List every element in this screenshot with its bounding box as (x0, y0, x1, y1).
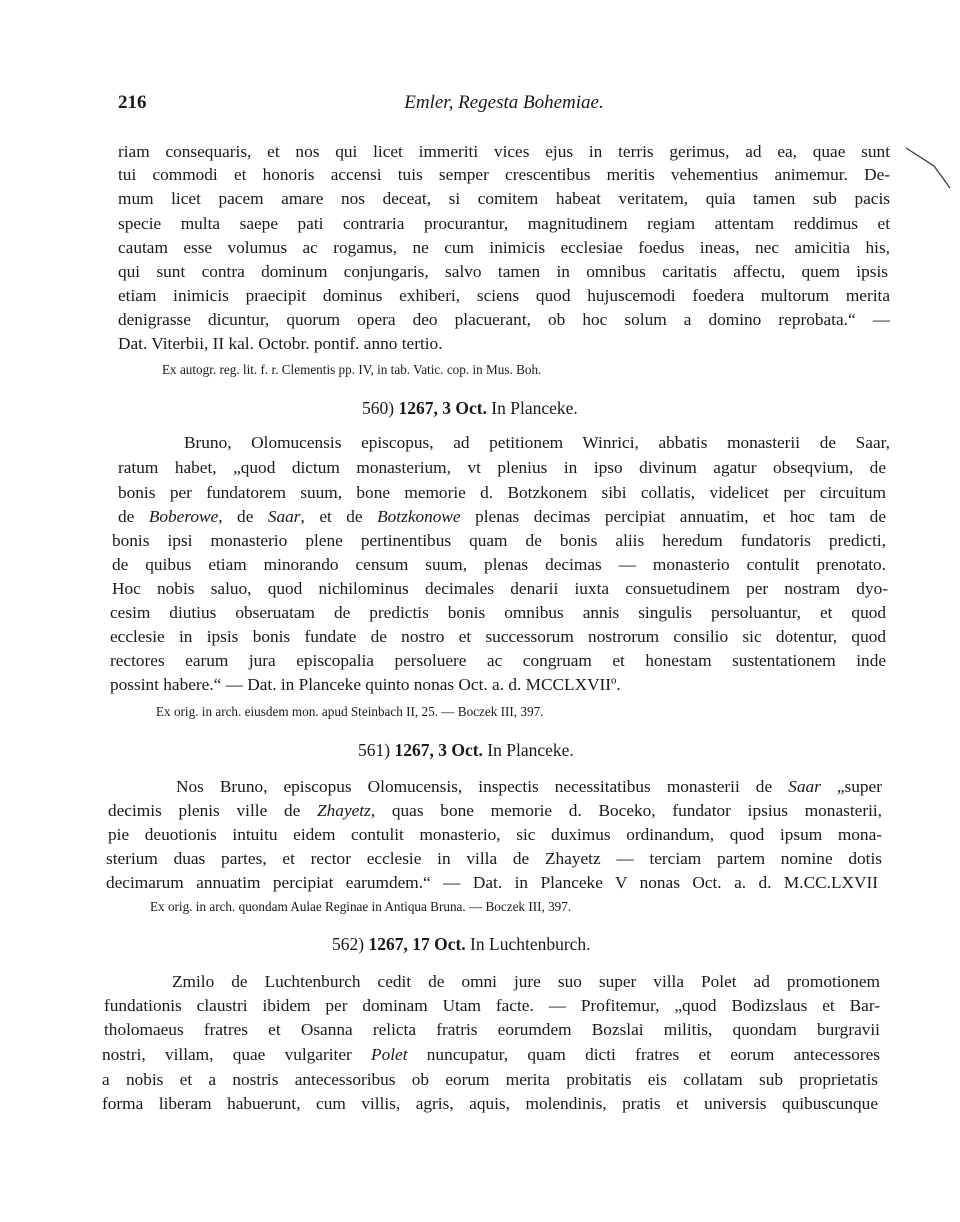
entry-place: In Luchtenburch. (470, 934, 591, 954)
text-line: bonis ipsi monasterio plene pertinentibus quam de bonis aliis heredum fundatoris predicti, (112, 531, 886, 550)
text-line: forma liberam habuerunt, cum villis, agris, aquis, molendinis, pratis et universis quibuscunque (102, 1094, 878, 1113)
entry-month: Oct. (434, 934, 466, 954)
text-line: de quibus etiam minorando censum suum, plenas decimas — monasterio contulit prenotato. (112, 555, 886, 574)
text-line: etiam inimicis praecipit dominus exhiberi, sciens quod hujuscemodi foedera multorum merita (118, 286, 890, 305)
text-line: sterium duas partes, et rector ecclesie in villa de Zhayetz — terciam partem nomine dotis (106, 849, 882, 868)
entry-number: 561) (358, 740, 391, 760)
entry-month: Oct. (455, 398, 487, 418)
source-note: Ex orig. in arch. eiusdem mon. apud Steinbach II, 25. — Boczek III, 397. (156, 704, 544, 719)
text-line: bonis per fundatorem suum, bone memorie d. Botzkonem sibi collatis, videlicet per circuitum (118, 483, 886, 502)
text-line: rectores earum jura episcopalia persoluere ac congruam et honestam sustentationem inde (110, 651, 886, 670)
text-line: Hoc nobis saluo, quod nichilominus decimales denarii iuxta consuetudinem per nostram dyo- (112, 579, 888, 598)
text-line: ratum habet, „quod dictum monasterium, vt plenius in ipso divinum agatur obseqvium, de (118, 458, 886, 477)
entry-number: 562) (332, 934, 365, 954)
text-line: tui commodi et honoris accensi tuis semper crescentibus meritis vehementius animemur. De- (118, 165, 890, 184)
text-line: fundationis claustri ibidem per dominam Utam facte. — Profitemur, „quod Bodizslaus et Bar- (104, 996, 880, 1015)
entry-heading-562 (332, 934, 591, 954)
entry-heading-561 (358, 740, 574, 760)
scan-stroke-mark (904, 146, 954, 190)
text-line: riam consequaris, et nos qui licet immeriti vices ejus in terris gerimus, ad ea, quae sunt (118, 142, 890, 161)
text-line: mum licet pacem amare nos deceat, si comitem habeat veritatem, quia tamen sub pacis (118, 189, 890, 208)
text-line: Bruno, Olomucensis episcopus, ad petitionem Winrici, abbatis monasterii de Saar, (184, 433, 890, 452)
text-line: Nos Bruno, episcopus Olomucensis, inspectis necessitatibus monasterii de Saar „super (176, 777, 882, 796)
source-note: Ex autogr. reg. lit. f. r. Clementis pp. IV, in tab. Vatic. cop. in Mus. Boh. (162, 362, 542, 377)
text-line: ecclesie in ipsis bonis fundate de nostro et successorum nostrorum consilio sic dotentur, quod (110, 627, 886, 646)
text-line: specie multa saepe pati contraria procurantur, magnitudinem regiam attentam reddimus et (118, 214, 890, 233)
entry-year: 1267, (394, 740, 434, 760)
text-line: cesim diutius obseruatam de predictis bonis omnibus annis singulis persoluantur, et quod (110, 603, 886, 622)
entry-number: 560) (362, 398, 395, 418)
entry-day: 3 (438, 740, 447, 760)
text-line: a nobis et a nostris antecessoribus ob eorum merita probitatis eis collatam sub proprietatis (102, 1070, 878, 1089)
entry-heading-560 (362, 398, 578, 418)
entry-day: 3 (442, 398, 451, 418)
text-line: decimis plenis ville de Zhayetz, quas bone memorie d. Boceko, fundator ipsius monasterii, (108, 801, 882, 820)
page-number: 216 (118, 92, 147, 113)
text-line: tholomaeus fratres et Osanna relicta fratris eorumdem Bozslai militis, quondam burgravii (104, 1020, 880, 1039)
text-line: cautam esse volumus ac rogamus, ne cum inimicis ecclesiae foedus ineas, nec amicitia his, (118, 238, 890, 257)
text-line: Zmilo de Luchtenburch cedit de omni jure suo super villa Polet ad promotionem (172, 972, 880, 991)
text-line: possint habere.“ — Dat. in Planceke quinto nonas Oct. a. d. MCCLXVIIº. (110, 675, 621, 694)
entry-place: In Planceke. (491, 398, 578, 418)
text-line: de Boberowe, de Saar, et de Botzkonowe plenas decimas percipiat annuatim, et hoc tam de (118, 507, 886, 526)
text-line: nostri, villam, quae vulgariter Polet nuncupatur, quam dicti fratres et eorum antecessores (102, 1045, 880, 1064)
running-title: Emler, Regesta Bohemiae. (404, 92, 604, 113)
text-line: decimarum annuatim percipiat earumdem.“ — Dat. in Planceke V nonas Oct. a. d. M.CC.LXVII (106, 873, 878, 892)
entry-day: 17 (412, 934, 430, 954)
page-header (118, 92, 890, 118)
text-line: qui sunt contra dominum conjungaris, salvo tamen in omnibus caritatis affectu, quem ipsis (118, 262, 888, 281)
text-line: pie deuotionis intuitu eidem contulit monasterio, sic duximus ordinandum, quod ipsum mona- (108, 825, 882, 844)
entry-year: 1267, (368, 934, 408, 954)
source-note: Ex orig. in arch. quondam Aulae Reginae in Antiqua Bruna. — Boczek III, 397. (150, 899, 572, 914)
entry-month: Oct. (451, 740, 483, 760)
text-line: denigrasse dicuntur, quorum opera deo placuerant, ob hoc solum a domino reprobata.“ — (118, 310, 890, 329)
text-line: Dat. Viterbii, II kal. Octobr. pontif. anno tertio. (118, 334, 443, 353)
entry-year: 1267, (398, 398, 438, 418)
entry-place: In Planceke. (487, 740, 574, 760)
